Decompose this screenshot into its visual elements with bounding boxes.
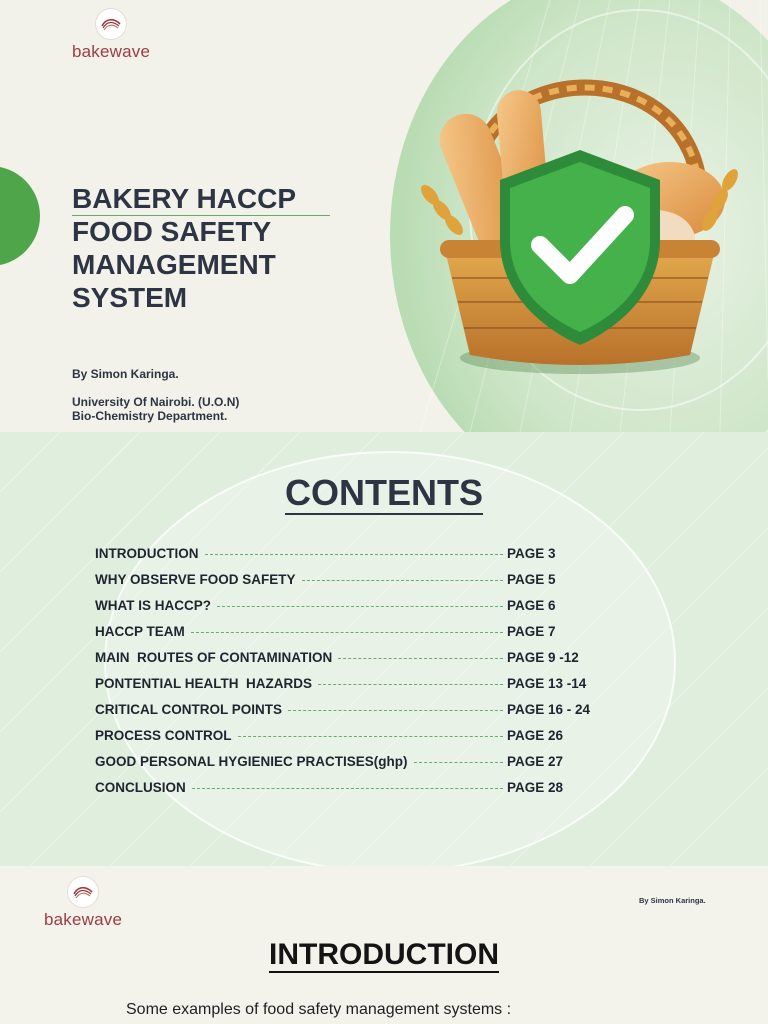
intro-title-text: INTRODUCTION: [269, 938, 499, 971]
intro-text: Some examples of food safety management systems :: [126, 1001, 512, 1018]
institution-line-2: Bio-Chemistry Department.: [72, 409, 228, 423]
toc-item[interactable]: [95, 722, 595, 748]
toc-leader: [288, 710, 503, 711]
toc-item[interactable]: [95, 696, 595, 722]
brand-name: bakewave: [44, 910, 123, 929]
brand-name: bakewave: [72, 42, 151, 61]
introduction-page: [0, 866, 768, 1024]
cover-institution: [72, 395, 239, 423]
intro-byline: By Simon Karinga.: [639, 896, 706, 905]
brand-logo: [72, 8, 150, 62]
toc-item-page: PAGE 27: [507, 753, 564, 769]
toc-leader: [238, 736, 503, 737]
toc-leader: [318, 684, 503, 685]
toc-item-label: WHY OBSERVE FOOD SAFETY: [95, 571, 296, 587]
institution-line-1: University Of Nairobi. (U.O.N): [72, 395, 240, 409]
toc-item-label: MAIN ROUTES OF CONTAMINATION: [95, 649, 333, 665]
toc-item-label: CRITICAL CONTROL POINTS: [95, 701, 283, 717]
intro-title: [0, 938, 768, 972]
toc-item[interactable]: [95, 618, 595, 644]
toc-item-label: GOOD PERSONAL HYGIENIEC PRACTISES(ghp): [95, 753, 408, 769]
bakewave-logo-icon: [95, 8, 127, 40]
toc-item[interactable]: [95, 670, 595, 696]
cover-title: BAKERY HACCP FOOD SAFETY MANAGEMENT SYSTEM: [72, 183, 296, 313]
toc-item-label: CONCLUSION: [95, 779, 186, 795]
contents-title-text: CONTENTS: [285, 472, 483, 513]
title-divider: [72, 215, 330, 216]
table-of-contents: [95, 540, 595, 800]
toc-item[interactable]: [95, 748, 595, 774]
toc-item[interactable]: [95, 774, 595, 800]
toc-item[interactable]: [95, 540, 595, 566]
bread-basket-illustration: [400, 40, 760, 400]
toc-item-page: PAGE 7: [507, 623, 556, 639]
toc-item[interactable]: [95, 566, 595, 592]
toc-leader: [414, 762, 503, 763]
toc-item-page: PAGE 26: [507, 727, 564, 743]
toc-item-page: PAGE 5: [507, 571, 556, 587]
toc-item-page: PAGE 9 -12: [507, 649, 579, 665]
toc-item-label: WHAT IS HACCP?: [95, 597, 211, 613]
toc-item-label: INTRODUCTION: [95, 545, 199, 561]
toc-item[interactable]: [95, 644, 595, 670]
toc-leader: [191, 632, 503, 633]
toc-item-page: PAGE 28: [507, 779, 564, 795]
bakewave-logo-icon: [67, 876, 99, 908]
toc-leader: [302, 580, 503, 581]
toc-leader: [205, 554, 504, 555]
contents-page: [0, 432, 768, 866]
toc-item-page: PAGE 16 - 24: [507, 701, 591, 717]
brand-logo: [44, 876, 122, 930]
toc-item-page: PAGE 6: [507, 597, 556, 613]
toc-item[interactable]: [95, 592, 595, 618]
contents-title: [0, 472, 768, 514]
toc-leader: [338, 658, 503, 659]
toc-item-label: PROCESS CONTROL: [95, 727, 232, 743]
toc-item-label: PONTENTIAL HEALTH HAZARDS: [95, 675, 312, 691]
toc-leader: [217, 606, 503, 607]
cover-page: [0, 0, 768, 432]
cover-author: By Simon Karinga.: [72, 367, 179, 381]
toc-item-page: PAGE 13 -14: [507, 675, 587, 691]
toc-leader: [192, 788, 503, 789]
toc-item-label: HACCP TEAM: [95, 623, 185, 639]
toc-item-page: PAGE 3: [507, 545, 556, 561]
